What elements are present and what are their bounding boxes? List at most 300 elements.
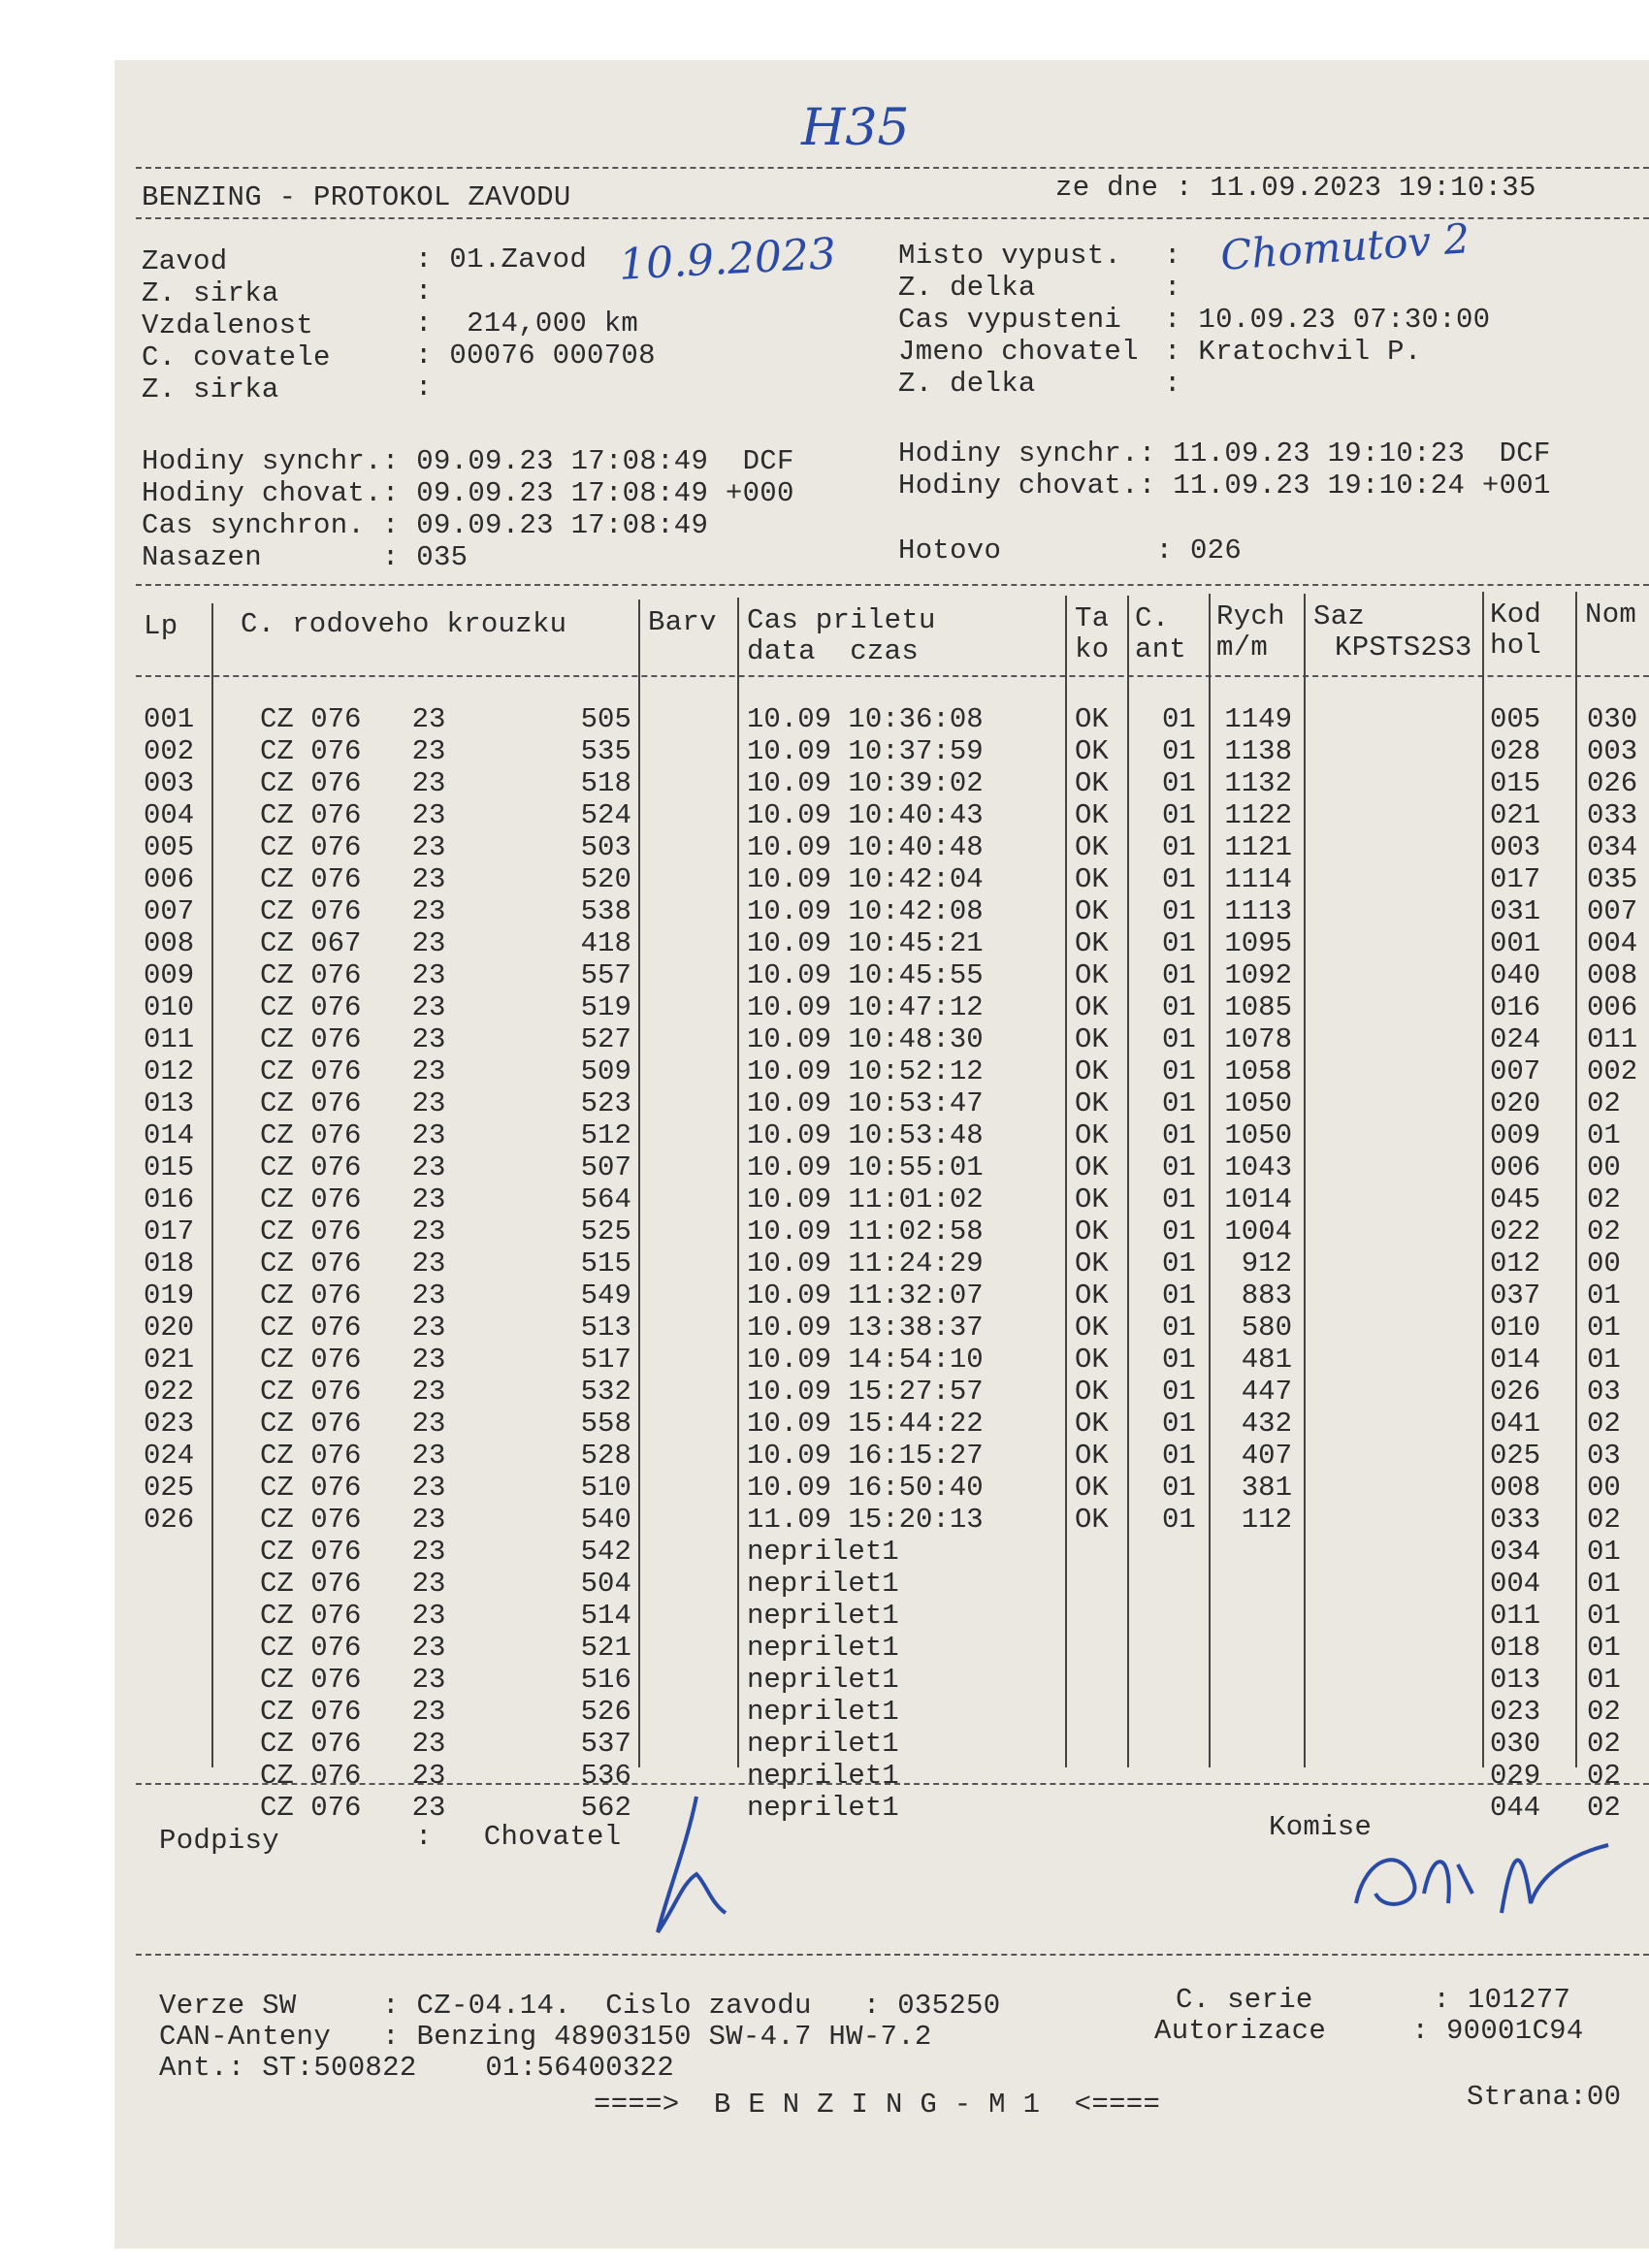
row-kod: 030 xyxy=(1490,1728,1541,1760)
info-left-label: Vzdalenost xyxy=(142,309,314,341)
row-ring: CZ 076 23 507 xyxy=(260,1151,631,1183)
row-tako: OK xyxy=(1075,1504,1109,1536)
row-arrival: neprilet1 xyxy=(747,1696,899,1728)
row-speed: 432 xyxy=(1241,1408,1292,1440)
row-tako: OK xyxy=(1075,1376,1109,1408)
clock-left: Hodiny chovat.: 09.09.23 17:08:49 +000 xyxy=(142,477,794,509)
row-arrival: 10.09 15:27:57 xyxy=(747,1376,984,1408)
row-arrival: neprilet1 xyxy=(747,1664,899,1696)
breeder-signature xyxy=(629,1787,745,1942)
row-ring: CZ 076 23 532 xyxy=(260,1376,631,1408)
row-tako: OK xyxy=(1075,1344,1109,1376)
info-right-label: Z. delka xyxy=(898,368,1036,400)
row-tako: OK xyxy=(1075,799,1109,831)
row-kod: 006 xyxy=(1490,1151,1541,1183)
row-ring: CZ 076 23 505 xyxy=(260,703,631,735)
row-lp: 005 xyxy=(144,831,195,863)
row-kod: 022 xyxy=(1490,1215,1541,1247)
row-ring: CZ 076 23 510 xyxy=(260,1472,631,1504)
row-ring: CZ 076 23 504 xyxy=(260,1568,631,1600)
row-tako: OK xyxy=(1075,1312,1109,1344)
row-arrival: 10.09 10:55:01 xyxy=(747,1151,984,1183)
row-kod: 041 xyxy=(1490,1408,1541,1440)
row-nom: 02 xyxy=(1587,1760,1621,1792)
row-kod: 007 xyxy=(1490,1055,1541,1087)
row-arrival: neprilet1 xyxy=(747,1792,899,1824)
row-speed: 1138 xyxy=(1224,735,1292,767)
row-kod: 026 xyxy=(1490,1376,1541,1408)
row-arrival: 10.09 10:52:12 xyxy=(747,1055,984,1087)
row-ant: 01 xyxy=(1162,1344,1196,1376)
row-ring: CZ 076 23 516 xyxy=(260,1664,631,1696)
row-tako: OK xyxy=(1075,1440,1109,1472)
row-arrival: neprilet1 xyxy=(747,1536,899,1568)
footer-page: Strana:00 xyxy=(1467,2081,1622,2113)
row-ant: 01 xyxy=(1162,1440,1196,1472)
row-arrival: 10.09 10:39:02 xyxy=(747,767,984,799)
row-nom: 007 xyxy=(1587,895,1638,927)
col-header-color: Barv xyxy=(648,606,717,638)
row-arrival: 10.09 11:24:29 xyxy=(747,1247,984,1280)
col-header-arrival: Cas priletu xyxy=(747,604,936,636)
clock-right: Hotovo : 026 xyxy=(898,535,1243,567)
row-tako: OK xyxy=(1075,1087,1109,1119)
row-kod: 004 xyxy=(1490,1568,1541,1600)
info-left-label: Z. sirka xyxy=(142,373,279,405)
clock-left: Hodiny synchr.: 09.09.23 17:08:49 DCF xyxy=(142,445,794,477)
row-arrival: neprilet1 xyxy=(747,1760,899,1792)
row-arrival: 10.09 11:32:07 xyxy=(747,1280,984,1312)
protocol-sheet xyxy=(114,60,1649,2249)
col-header-speed-sub: m/m xyxy=(1216,632,1269,664)
clock-right: Hodiny chovat.: 11.09.23 19:10:24 +001 xyxy=(898,470,1551,502)
row-ant: 01 xyxy=(1162,735,1196,767)
row-ring: CZ 076 23 503 xyxy=(260,831,631,863)
row-ring: CZ 076 23 523 xyxy=(260,1087,631,1119)
row-tako: OK xyxy=(1075,703,1109,735)
col-header-ant: C. xyxy=(1135,602,1170,634)
row-lp: 024 xyxy=(144,1440,195,1472)
row-arrival: 10.09 10:40:43 xyxy=(747,799,984,831)
row-ring: CZ 076 23 528 xyxy=(260,1440,631,1472)
row-speed: 1121 xyxy=(1224,831,1292,863)
row-ring: CZ 076 23 564 xyxy=(260,1183,631,1215)
row-ring: CZ 076 23 520 xyxy=(260,863,631,895)
row-kod: 021 xyxy=(1490,799,1541,831)
row-nom: 02 xyxy=(1587,1792,1621,1824)
info-left-value: : 00076 000708 xyxy=(415,340,656,372)
footer-brand: ====> B E N Z I N G - M 1 <==== xyxy=(594,2089,1161,2121)
row-lp: 017 xyxy=(144,1215,195,1247)
row-kod: 013 xyxy=(1490,1664,1541,1696)
row-ant: 01 xyxy=(1162,1183,1196,1215)
row-speed: 1078 xyxy=(1224,1023,1292,1055)
handwritten-date: 10.9.2023 xyxy=(617,229,838,290)
column-separator xyxy=(638,599,640,1767)
row-nom: 02 xyxy=(1587,1728,1621,1760)
footer-line3-left: Ant.: ST:500822 01:56400322 xyxy=(159,2052,675,2084)
col-header-tako-sub: ko xyxy=(1075,633,1110,665)
row-ant: 01 xyxy=(1162,1312,1196,1344)
row-ring: CZ 076 23 524 xyxy=(260,799,631,831)
row-nom: 02 xyxy=(1587,1504,1621,1536)
column-separator xyxy=(1065,596,1067,1767)
row-nom: 033 xyxy=(1587,799,1638,831)
row-arrival: 10.09 10:36:08 xyxy=(747,703,984,735)
row-arrival: 10.09 10:40:48 xyxy=(747,831,984,863)
row-ring: CZ 076 23 525 xyxy=(260,1215,631,1247)
row-speed: 1149 xyxy=(1224,703,1292,735)
row-nom: 00 xyxy=(1587,1472,1621,1504)
footer-rule xyxy=(136,1954,1649,1956)
row-tako: OK xyxy=(1075,927,1109,959)
col-header-saz: Saz xyxy=(1313,600,1366,632)
row-ring: CZ 067 23 418 xyxy=(260,927,631,959)
row-ant: 01 xyxy=(1162,927,1196,959)
row-kod: 001 xyxy=(1490,927,1541,959)
row-ring: CZ 076 23 521 xyxy=(260,1632,631,1664)
row-ant: 01 xyxy=(1162,1280,1196,1312)
row-kod: 031 xyxy=(1490,895,1541,927)
row-lp: 002 xyxy=(144,735,195,767)
table-bottom-rule xyxy=(136,1783,1649,1785)
info-right-value: : Kratochvil P. xyxy=(1164,336,1422,368)
col-header-saz-sub: KPSTS2S3 xyxy=(1335,632,1472,664)
row-ring: CZ 076 23 558 xyxy=(260,1408,631,1440)
info-left-value: : xyxy=(415,275,433,308)
commission-signature xyxy=(1346,1826,1649,1923)
column-separator xyxy=(1127,596,1129,1767)
row-ant: 01 xyxy=(1162,959,1196,991)
row-nom: 02 xyxy=(1587,1408,1621,1440)
row-speed: 481 xyxy=(1241,1344,1292,1376)
row-ring: CZ 076 23 515 xyxy=(260,1247,631,1280)
row-lp: 026 xyxy=(144,1504,195,1536)
column-separator xyxy=(1209,594,1211,1767)
row-lp: 025 xyxy=(144,1472,195,1504)
row-arrival: neprilet1 xyxy=(747,1600,899,1632)
row-ant: 01 xyxy=(1162,1472,1196,1504)
row-kod: 011 xyxy=(1490,1600,1541,1632)
row-speed: 1004 xyxy=(1224,1215,1292,1247)
document-title: BENZING - PROTOKOL ZAVODU xyxy=(142,181,571,213)
row-arrival: 10.09 10:48:30 xyxy=(747,1023,984,1055)
row-speed: 912 xyxy=(1241,1247,1292,1280)
row-tako: OK xyxy=(1075,1472,1109,1504)
row-kod: 016 xyxy=(1490,991,1541,1023)
row-ant: 01 xyxy=(1162,991,1196,1023)
row-lp: 014 xyxy=(144,1119,195,1151)
row-ring: CZ 076 23 518 xyxy=(260,767,631,799)
row-kod: 029 xyxy=(1490,1760,1541,1792)
col-header-ant-sub: ant xyxy=(1135,633,1187,665)
info-left-label: Z. sirka xyxy=(142,277,279,309)
info-left-value: : xyxy=(415,372,433,404)
row-nom: 01 xyxy=(1587,1119,1621,1151)
table-top-rule xyxy=(136,584,1649,586)
row-arrival: 11.09 15:20:13 xyxy=(747,1504,984,1536)
row-ring: CZ 076 23 517 xyxy=(260,1344,631,1376)
row-speed: 1095 xyxy=(1224,927,1292,959)
column-separator xyxy=(1575,592,1577,1767)
row-ring: CZ 076 23 519 xyxy=(260,991,631,1023)
row-lp: 001 xyxy=(144,703,195,735)
row-speed: 112 xyxy=(1241,1504,1292,1536)
footer-line2-right: Autorizace : 90001C94 xyxy=(1154,2015,1584,2047)
footer-line2-left: CAN-Anteny : Benzing 48903150 SW-4.7 HW-7.2 xyxy=(159,2021,932,2053)
row-nom: 02 xyxy=(1587,1696,1621,1728)
col-header-ring: C. rodoveho krouzku xyxy=(241,608,567,640)
row-kod: 014 xyxy=(1490,1344,1541,1376)
row-ant: 01 xyxy=(1162,1408,1196,1440)
row-tako: OK xyxy=(1075,1215,1109,1247)
column-separator xyxy=(1482,592,1484,1767)
col-header-kod-sub: hol xyxy=(1490,630,1542,662)
row-tako: OK xyxy=(1075,1408,1109,1440)
col-header-kod: Kod xyxy=(1490,599,1542,631)
row-arrival: neprilet1 xyxy=(747,1632,899,1664)
row-ring: CZ 076 23 557 xyxy=(260,959,631,991)
row-kod: 044 xyxy=(1490,1792,1541,1824)
row-ant: 01 xyxy=(1162,703,1196,735)
row-tako: OK xyxy=(1075,767,1109,799)
row-lp: 004 xyxy=(144,799,195,831)
row-kod: 040 xyxy=(1490,959,1541,991)
info-right-value: : xyxy=(1164,368,1181,400)
row-ant: 01 xyxy=(1162,1504,1196,1536)
info-left-label: Zavod xyxy=(142,245,228,277)
row-speed: 1050 xyxy=(1224,1119,1292,1151)
row-tako: OK xyxy=(1075,895,1109,927)
header-top-rule xyxy=(136,167,1649,169)
row-kod: 005 xyxy=(1490,703,1541,735)
document-date: ze dne : 11.09.2023 19:10:35 xyxy=(1055,172,1536,204)
clock-left: Nasazen : 035 xyxy=(142,541,469,573)
row-ant: 01 xyxy=(1162,1055,1196,1087)
row-nom: 026 xyxy=(1587,767,1638,799)
row-lp: 018 xyxy=(144,1247,195,1280)
info-right-label: Misto vypust. xyxy=(898,240,1122,272)
row-kod: 024 xyxy=(1490,1023,1541,1055)
row-speed: 1058 xyxy=(1224,1055,1292,1087)
clock-left: Cas synchron. : 09.09.23 17:08:49 xyxy=(142,509,709,541)
row-nom: 011 xyxy=(1587,1023,1638,1055)
header-bottom-rule xyxy=(136,217,1649,219)
row-speed: 447 xyxy=(1241,1376,1292,1408)
row-ant: 01 xyxy=(1162,1023,1196,1055)
row-speed: 580 xyxy=(1241,1312,1292,1344)
row-speed: 1114 xyxy=(1224,863,1292,895)
row-arrival: 10.09 16:50:40 xyxy=(747,1472,984,1504)
col-header-tako: Ta xyxy=(1075,602,1110,634)
row-lp: 015 xyxy=(144,1151,195,1183)
row-ant: 01 xyxy=(1162,1247,1196,1280)
row-speed: 1122 xyxy=(1224,799,1292,831)
row-ring: CZ 076 23 513 xyxy=(260,1312,631,1344)
info-right-value: : 10.09.23 07:30:00 xyxy=(1164,304,1491,336)
row-arrival: 10.09 10:45:55 xyxy=(747,959,984,991)
row-arrival: 10.09 14:54:10 xyxy=(747,1344,984,1376)
footer-line1-left: Verze SW : CZ-04.14. Cislo zavodu : 035250 xyxy=(159,1990,1001,2022)
row-ring: CZ 076 23 509 xyxy=(260,1055,631,1087)
commission-label: Komise xyxy=(1269,1811,1373,1843)
row-ring: CZ 076 23 537 xyxy=(260,1728,631,1760)
row-lp: 021 xyxy=(144,1344,195,1376)
row-kod: 045 xyxy=(1490,1183,1541,1215)
row-kod: 020 xyxy=(1490,1087,1541,1119)
row-nom: 01 xyxy=(1587,1600,1621,1632)
row-nom: 002 xyxy=(1587,1055,1638,1087)
row-tako: OK xyxy=(1075,959,1109,991)
col-header-lp: Lp xyxy=(144,610,178,642)
row-speed: 1014 xyxy=(1224,1183,1292,1215)
row-arrival: 10.09 10:53:48 xyxy=(747,1119,984,1151)
row-tako: OK xyxy=(1075,1280,1109,1312)
row-tako: OK xyxy=(1075,1119,1109,1151)
row-arrival: 10.09 11:02:58 xyxy=(747,1215,984,1247)
row-ant: 01 xyxy=(1162,799,1196,831)
row-lp: 007 xyxy=(144,895,195,927)
row-arrival: 10.09 11:01:02 xyxy=(747,1183,984,1215)
row-ant: 01 xyxy=(1162,1151,1196,1183)
row-ant: 01 xyxy=(1162,767,1196,799)
row-arrival: 10.09 10:37:59 xyxy=(747,735,984,767)
row-nom: 03 xyxy=(1587,1440,1621,1472)
row-kod: 017 xyxy=(1490,863,1541,895)
row-nom: 01 xyxy=(1587,1664,1621,1696)
row-lp: 006 xyxy=(144,863,195,895)
row-nom: 01 xyxy=(1587,1568,1621,1600)
row-tako: OK xyxy=(1075,735,1109,767)
signatures-label: Podpisy xyxy=(159,1825,279,1857)
info-right-value: : xyxy=(1164,240,1181,272)
row-ant: 01 xyxy=(1162,1376,1196,1408)
row-nom: 02 xyxy=(1587,1215,1621,1247)
row-ring: CZ 076 23 535 xyxy=(260,735,631,767)
row-arrival: 10.09 16:15:27 xyxy=(747,1440,984,1472)
row-ant: 01 xyxy=(1162,1087,1196,1119)
breeder-label: : Chovatel xyxy=(415,1821,622,1853)
row-nom: 01 xyxy=(1587,1632,1621,1664)
row-speed: 1050 xyxy=(1224,1087,1292,1119)
row-lp: 023 xyxy=(144,1408,195,1440)
row-nom: 01 xyxy=(1587,1280,1621,1312)
row-nom: 035 xyxy=(1587,863,1638,895)
row-arrival: 10.09 10:53:47 xyxy=(747,1087,984,1119)
row-ring: CZ 076 23 526 xyxy=(260,1696,631,1728)
row-nom: 003 xyxy=(1587,735,1638,767)
row-nom: 01 xyxy=(1587,1344,1621,1376)
row-kod: 037 xyxy=(1490,1280,1541,1312)
row-lp: 022 xyxy=(144,1376,195,1408)
clock-right: Hodiny synchr.: 11.09.23 19:10:23 DCF xyxy=(898,437,1551,470)
column-separator xyxy=(737,598,739,1767)
row-lp: 019 xyxy=(144,1280,195,1312)
row-arrival: neprilet1 xyxy=(747,1728,899,1760)
row-ring: CZ 076 23 514 xyxy=(260,1600,631,1632)
row-speed: 381 xyxy=(1241,1472,1292,1504)
row-nom: 00 xyxy=(1587,1151,1621,1183)
row-kod: 028 xyxy=(1490,735,1541,767)
row-arrival: neprilet1 xyxy=(747,1568,899,1600)
handwritten-place: Chomutov 2 xyxy=(1218,214,1471,279)
row-arrival: 10.09 10:45:21 xyxy=(747,927,984,959)
row-tako: OK xyxy=(1075,1055,1109,1087)
col-header-arrival-sub: data czas xyxy=(747,635,920,667)
row-speed: 883 xyxy=(1241,1280,1292,1312)
row-lp: 020 xyxy=(144,1312,195,1344)
row-tako: OK xyxy=(1075,1151,1109,1183)
col-header-speed: Rych xyxy=(1216,600,1285,632)
row-tako: OK xyxy=(1075,991,1109,1023)
row-lp: 003 xyxy=(144,767,195,799)
row-arrival: 10.09 10:47:12 xyxy=(747,991,984,1023)
row-lp: 010 xyxy=(144,991,195,1023)
row-tako: OK xyxy=(1075,831,1109,863)
row-nom: 030 xyxy=(1587,703,1638,735)
row-ant: 01 xyxy=(1162,831,1196,863)
row-kod: 015 xyxy=(1490,767,1541,799)
row-nom: 00 xyxy=(1587,1247,1621,1280)
row-ring: CZ 076 23 540 xyxy=(260,1504,631,1536)
row-speed: 1113 xyxy=(1224,895,1292,927)
footer-line1-right: C. serie : 101277 xyxy=(1176,1984,1571,2016)
info-right-value: : xyxy=(1164,272,1181,304)
row-ant: 01 xyxy=(1162,895,1196,927)
row-ring: CZ 076 23 542 xyxy=(260,1536,631,1568)
info-right-label: Z. delka xyxy=(898,272,1036,304)
row-kod: 025 xyxy=(1490,1440,1541,1472)
row-speed: 1132 xyxy=(1224,767,1292,799)
row-tako: OK xyxy=(1075,1023,1109,1055)
row-kod: 018 xyxy=(1490,1632,1541,1664)
row-nom: 02 xyxy=(1587,1087,1621,1119)
row-speed: 1092 xyxy=(1224,959,1292,991)
row-ring: CZ 076 23 562 xyxy=(260,1792,631,1824)
row-speed: 1043 xyxy=(1224,1151,1292,1183)
row-speed: 407 xyxy=(1241,1440,1292,1472)
row-kod: 003 xyxy=(1490,831,1541,863)
row-nom: 02 xyxy=(1587,1183,1621,1215)
row-lp: 011 xyxy=(144,1023,195,1055)
row-ring: CZ 076 23 512 xyxy=(260,1119,631,1151)
row-tako: OK xyxy=(1075,863,1109,895)
info-left-value: : 214,000 km xyxy=(415,308,639,340)
row-ring: CZ 076 23 536 xyxy=(260,1760,631,1792)
info-left-value: : 01.Zavod xyxy=(415,243,588,275)
row-lp: 008 xyxy=(144,927,195,959)
row-speed: 1085 xyxy=(1224,991,1292,1023)
handwritten-code: H35 xyxy=(801,99,910,157)
info-left-label: C. covatele xyxy=(142,341,331,373)
col-header-nom: Nom xyxy=(1585,599,1637,631)
column-separator xyxy=(211,603,213,1767)
column-separator xyxy=(1304,594,1306,1767)
row-kod: 033 xyxy=(1490,1504,1541,1536)
row-nom: 004 xyxy=(1587,927,1638,959)
row-kod: 008 xyxy=(1490,1472,1541,1504)
row-ant: 01 xyxy=(1162,863,1196,895)
row-kod: 034 xyxy=(1490,1536,1541,1568)
row-nom: 01 xyxy=(1587,1312,1621,1344)
row-lp: 016 xyxy=(144,1183,195,1215)
row-ant: 01 xyxy=(1162,1215,1196,1247)
row-lp: 012 xyxy=(144,1055,195,1087)
info-right-label: Cas vypusteni xyxy=(898,304,1122,336)
row-ant: 01 xyxy=(1162,1119,1196,1151)
row-nom: 006 xyxy=(1587,991,1638,1023)
row-nom: 03 xyxy=(1587,1376,1621,1408)
